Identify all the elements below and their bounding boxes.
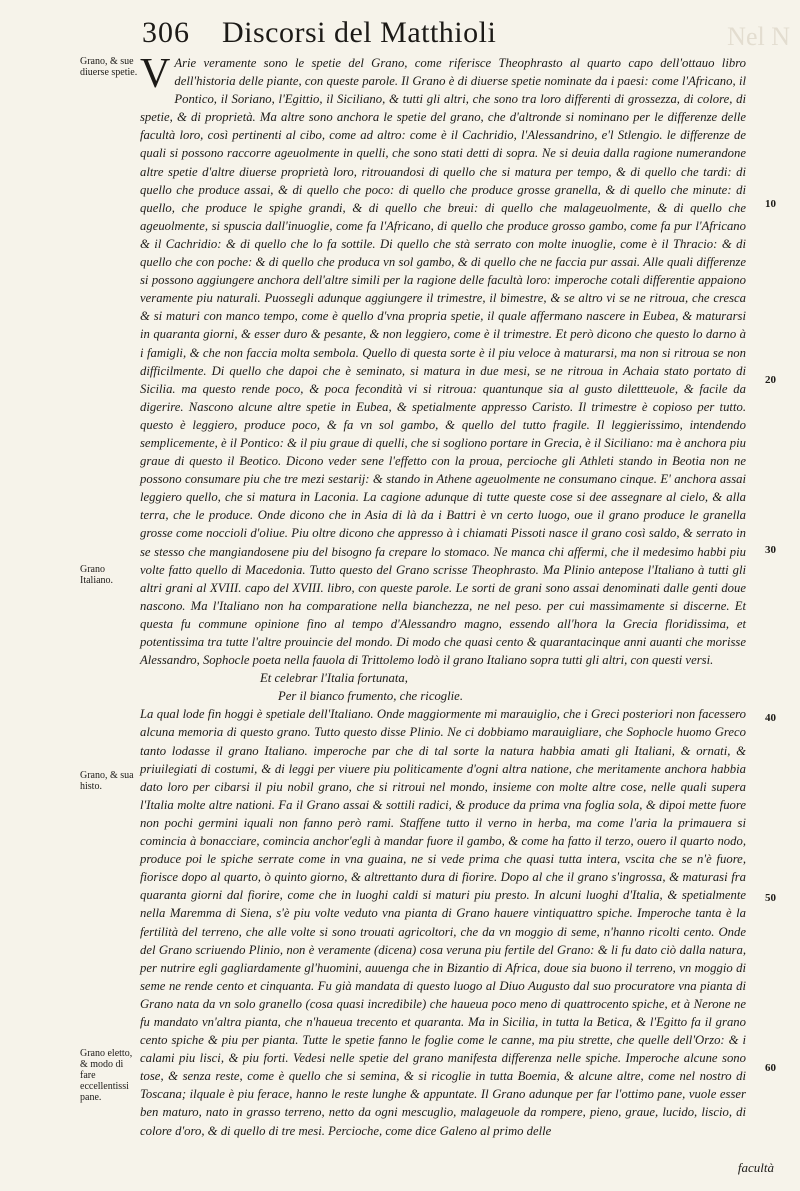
paragraph [140, 51, 746, 669]
line-number: 30 [765, 544, 776, 556]
margin-note: Grano Italiano. [80, 564, 114, 586]
page-number: 306 [142, 16, 190, 49]
verse-line: Et celebrar l'Italia fortunata, [260, 671, 408, 686]
margin-note: Grano eletto, & modo di fare eccellentissi pane. [80, 1048, 133, 1103]
line-number: 10 [765, 198, 776, 210]
line-number: 60 [765, 1062, 776, 1074]
line-number: 40 [765, 712, 776, 724]
body-text [140, 51, 746, 1140]
verse-line: Per il bianco frumento, che ricoglie. [278, 689, 463, 704]
paragraph: La qual lode fin hoggi è spetiale dell'Italiano. Onde maggiormente mi marauiglio, che i Greci posteriori non facessero alcuna memoria di questo grano. Tutto questo disse Plinio. Ne ci dobbiamo marauigliare, che Sophocle huomo Greco tanto lodasse il grano Italiano. imperoche par che di tal sorte la natura habbia amati gli Italiani, & ornati, & priuilegiati di costumi, & di leggi per viuere piu politicamente d'ogni altra natione, che meritamente anchora habbia dato loro per cibarsi il piu nobil grano, che si ritroui nel mondo, insieme con molte altre cose, nelle quali supera l'Italia molte altre nationi. Fa il Grano assai & sottili radici, & produce da prima vna foglia sola, & dipoi mette fuore non pochi germini iquali non fanno però rami. Staffene tutto il verno in herba, ma come l'aria la primauera si comincia à bonacciare, comincia anchor'egli à mandar fuore il gambo, & come ha fatto il terzo, ouero il quarto nodo, produce poi le spiche serrate come in vna guaina, ne si vede prima che quasi tutta intera, vscita che se n'è fuore, fiorisce dopo al quarto, ò quinto giorno, & altrettanto dura di fiorire. Dopo al che il grano s'ingrossa, & maturasi fra quaranta giorni dal fiorire, come che in luoghi caldi si maturi piu presto. In alcuni luoghi d'Italia, & spetialmente nella Maremma di Siena, s'è piu volte veduto vna pianta di Grano hauere vintiquattro spiche. Imperoche tanta è la fertilità del terreno, che alle volte si sono trouati agricoltori, che da vn moggio di seme, n'hanno ricolti cento. Onde del Grano scriuendo Plinio, non è veramente (dicena) cosa veruna piu fertile del Grano: & li fu dato ciò dalla natura, per nutrire egli gagliardamente gl'huomini, auuenga che in Bizantio di Africa, doue sia buono il terreno, vn moggio di seme ne rende cento et cinquanta. Fu già mandata di questo luogo al Diuo Augusto dal suo procuratore vna pianta di Grano nata da vn solo granello (cosa quasi incredibile) che haueua poco meno di quattrocento spiche, et à Nerone ne fu mandato vn'altra pianta, che n'haueua trecento et quaranta. Ma in Sicilia, in tutta la Betica, & l'Egitto fa il grano cento spiche & piu per pianta. Tutte le spetie fanno le foglie come le canne, ma piu strette, che quelle dell'Orzo: & i calami piu lisci, & piu forti. Vedesi nelle spetie del grano manifesta differenza nelle spiche. Imperoche alcune sono tose, & senza reste, come è quello che si semina, & si ricoglie in tutta Boemia, & alcune altre, come nel nostro di Toscana; ilquale è piu ferace, hanno le reste lunghe & appuntate. Il Grano adunque per far l'ottimo pane, vuole esser ben maturo, nato in grasso terreno, netto da ogni mescuglio, malageuole da rompere, pieno, graue, lucido, liscio, di colore d'oro, & di quello di tre mesi. Percioche, come dice Galeno al primo delle [140, 707, 746, 1138]
show-through-title: Nel N [727, 22, 790, 51]
page-header [0, 14, 800, 50]
line-number: 20 [765, 374, 776, 386]
margin-note: Grano, & sue diuerse spetie. [80, 56, 138, 78]
running-title: Discorsi del Matthioli [222, 16, 497, 49]
margin-note: Grano, & sua histo. [80, 770, 134, 792]
line-number: 50 [765, 892, 776, 904]
catchword: facultà [737, 1160, 774, 1175]
drop-cap: V [140, 51, 171, 97]
paragraph-text: Arie veramente sono le spetie del Grano, come riferisce Theophrasto al quarto capo dell'ottauo libro dell'historia delle piante, con queste parole. Il Grano è di diuerse spetie nominate da i paesi: come l'Africano, il Pontico, il Soriano, l'Egittio, il Siciliano, & tutti gli altri, che sono tra loro differenti di grossezza, di colore, di spetie, & di proprietà. Ma altre sono anchora le spetie del grano, che d'altronde si nominano per le differenze delle facultà loro, così pertinenti al cibo, come ad altro: come è il Cachridio, l'Alessandrino, e'l Stlengio. le differenze de quali si possono raccorre ageuolmente in quelli, che sono stati detti di sopra. Ne si deuia dalla ragione numerandone altre spetie d'altre diuerse proprietà loro, ritrouandosi di quello che si matura per tempo, & di quello che tardi: di quello che produce assai, & di quello che poco: di quello che produce grosse granella, & di quello che minute: di quello, che produce le spighe grandi, & di quello che breui: di quello che malageuolmente, & di quello che ageuolmente, si spuscia dall'inuoglie, come fa l'Africano, di quello che produce grosso gambo, come fa pur l'Africano & il Cachridio: & di quello che lo fa sottile. Di quello che stà serrato con molte inuoglie, come è il Thracio: & di quello che con poche: & di quello che produca vn sol gambo, & di quello che ne faccia pur assai. Alle quali differenze si possono aggiungere anchora dell'altre simili per la ragione delle facultà loro: imperoche cotali differentie appaiono veramente piu naturali. Puossegli adunque aggiungere il trimestre, il bimestre, & se altro vi se ne ritroua, che cresca & si maturi con manco tempo, come è quello d'vna propria spetie, il quale affermano nascere in Eubea, & maturarsi in quaranta giorni, & esser duro & pesante, & non leggiero, come è il trimestre. Et però dicono che questo lo darno à i famigli, & che non faccia molta sembola. Quello di questa sorte è il piu veloce à maturarsi, ma non si ritroua se non difficilmente. Di quello che dapoi che è seminato, si matura in due mesi, se ne ritroua in Achaia stato portato di Sicilia. ma questo rende poco, & poca fecondità vi si ritroua: quantunque sia al gusto dilettteuole, & facile da digerire. Nascono alcune altre spetie in Eubea, & spetialmente appresso Caristo. Il trimestre è copioso per tutto. questo è leggiero, produce poco, & fa vn sol gambo, & quello del tutto fragile. Il leggierissimo, intendendo semplicemente, è il Pontico: & il piu graue di quelli, che si sogliono portare in Grecia, è il Siciliano: ma è anchora piu graue di questo il Beotico. Dicono veder sene l'effetto con la proua, percioche gli Athleti stando in Beotia non ne possono consumare piu che tre mezi sestarij: & stando in Athene ageuolmente ne consumano cinque. E' anchora assai leggiero quello, che si matura in Laconia. La cagione adunque di tutte queste cose si dee assegnare al cielo, & alla terra, che le produce. Onde dicono che in Asia di là da i Battri è vn certo luogo, oue il grano produce le granella grosse come noccioli d'oliue. Piu oltre dicono che appresso à i chiamati Pissoti nasce il grano così saldo, & serrato in se stesso che mangiandosene piu del bisogno fa crepare lo stomaco. Ne manca chi affermi, che il medesimo habbi piu volte fatto quello di Macedonia. Tutto questo del Grano scrisse Theophrasto. Ma Plinio antepose l'Italiano à tutti gli altri grani al XVIII. capo del XVIII. libro, con queste parole. Le sorti de grani sono assai denominati dalle genti doue nascono. Ma l'Italiano non ha comparatione nella bianchezza, ne nel peso. per cui massimamente si discerne. Et questa fu commune opinione fino al tempo d'Alessandro magno, essendo all'hora la Grecia floridissima, et potentissima tra tutte l'altre prouincie del mondo. Di modo che quasi cento & quarantacinque anni auanti che morisse Alessandro, Sophocle poeta nella fauola di Trittolemo lodò il grano Italiano sopra tutti gli altri, con questi versi. [140, 56, 746, 668]
